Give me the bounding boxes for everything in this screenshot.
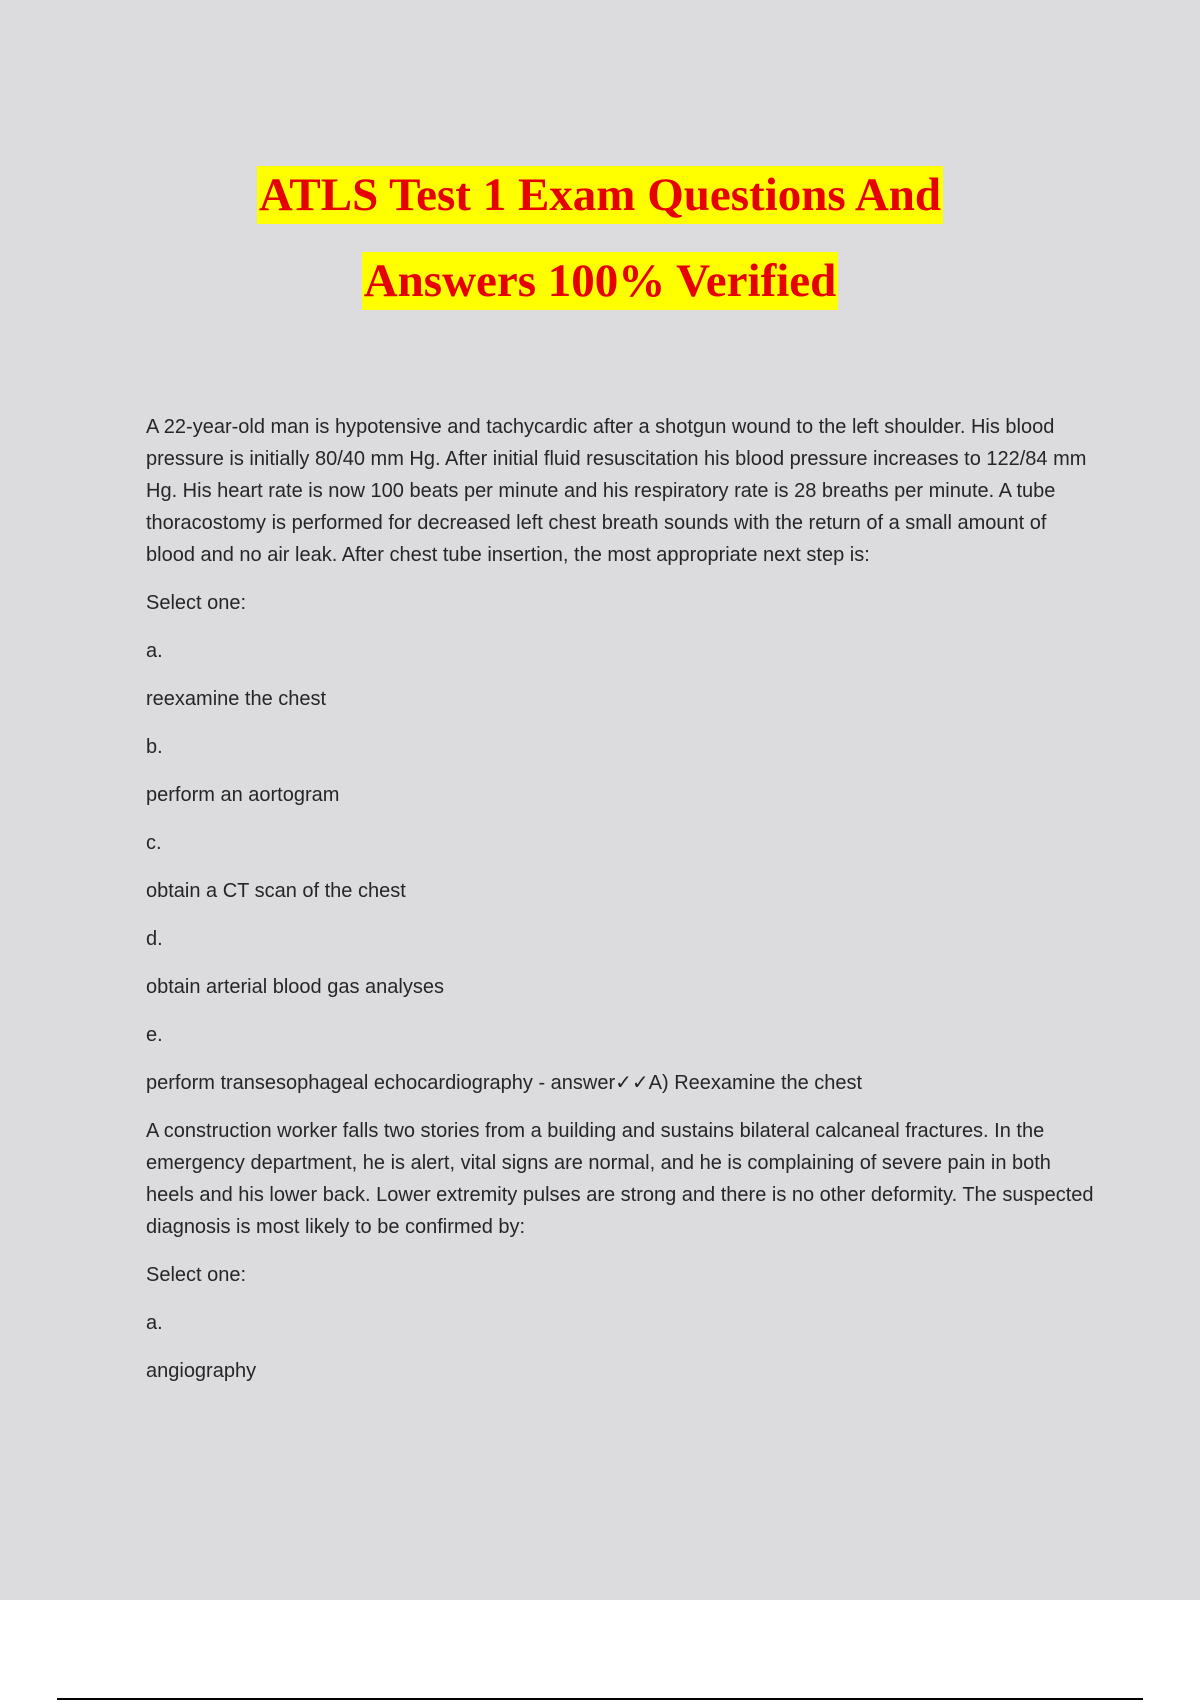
questions-content bbox=[146, 411, 1096, 1403]
title-line-2: Answers 100% Verified bbox=[362, 252, 839, 310]
select-one-label: Select one: bbox=[146, 592, 247, 614]
option-letter: b. bbox=[146, 736, 163, 758]
document-title bbox=[0, 166, 1200, 310]
question-1 bbox=[146, 411, 1096, 1099]
select-one-label: Select one: bbox=[146, 1264, 247, 1286]
option-text: angiography bbox=[146, 1360, 257, 1382]
option-text: obtain a CT scan of the chest bbox=[146, 880, 406, 902]
option-letter: e. bbox=[146, 1024, 163, 1046]
title-line-1: ATLS Test 1 Exam Questions And bbox=[257, 166, 943, 224]
question-stem: A 22-year-old man is hypotensive and tachycardic after a shotgun wound to the left shoulder. His blood pressure is initially 80/40 mm Hg. After initial fluid resuscitation his blood pressure increases to 122/84 mm Hg. His heart rate is now 100 beats per minute and his respiratory rate is 28 breaths per minute. A tube thoracostomy is performed for decreased left chest breath sounds with the return of a small amount of blood and no air leak. After chest tube insertion, the most appropriate next step is: bbox=[146, 416, 1087, 566]
option-text: obtain arterial blood gas analyses bbox=[146, 976, 444, 998]
question-stem: A construction worker falls two stories from a building and sustains bilateral calcaneal fractures. In the emergency department, he is alert, vital signs are normal, and he is complaining of severe pain in both heels and his lower back. Lower extremity pulses are strong and there is no other deformity. The suspected diagnosis is most likely to be confirmed by: bbox=[146, 1120, 1094, 1238]
option-letter: a. bbox=[146, 1312, 163, 1334]
option-letter: a. bbox=[146, 640, 163, 662]
question-2 bbox=[146, 1115, 1096, 1387]
option-letter: c. bbox=[146, 832, 162, 854]
option-text-with-answer: perform transesophageal echocardiography - answer✓✓A) Reexamine the chest bbox=[146, 1072, 863, 1094]
option-text: perform an aortogram bbox=[146, 784, 340, 806]
option-letter: d. bbox=[146, 928, 163, 950]
option-text: reexamine the chest bbox=[146, 688, 327, 710]
